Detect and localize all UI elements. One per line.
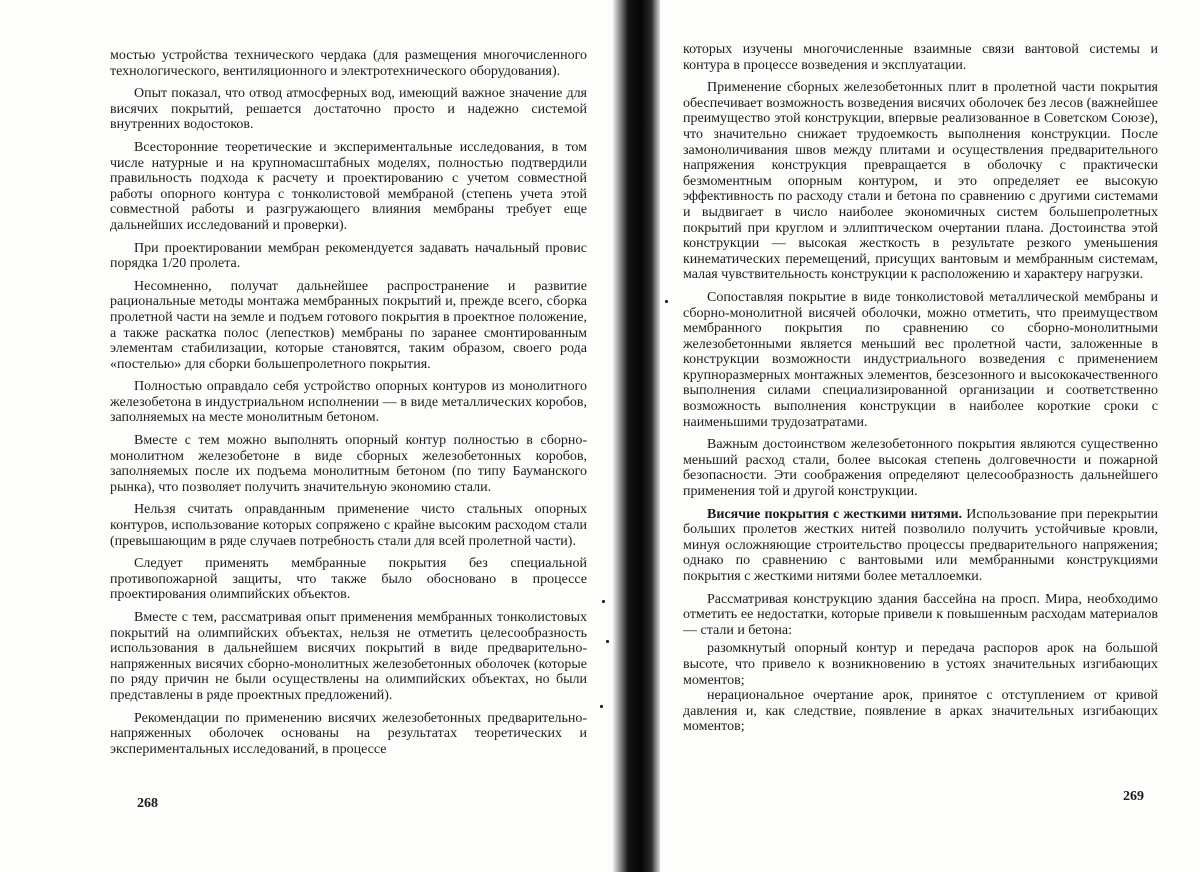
book-gutter — [612, 0, 660, 872]
scan-speck — [606, 640, 609, 643]
left-paragraph-6: Полностью оправдало себя устройство опорных контуров из монолитного железобетона в индустриальном исполнении — в виде металлических коробов, заполняемых на месте монолитным бетоном. — [110, 379, 587, 426]
left-paragraph-8: Нельзя считать оправданным применение чисто стальных опорных контуров, использование которых сопряжено с крайне высоким расходом стали (превышающим в ряде случаев потребность стали для всей пролетной части). — [110, 502, 587, 549]
list-item: нерациональное очертание арок, принятое с отступлением от кривой давления и, как следствие, появление в арках значительных изгибающих моментов; — [683, 688, 1158, 735]
right-page-text — [683, 42, 1158, 735]
section-heading: Висячие покрытия с жесткими нитями. — [707, 506, 963, 522]
scan-speck — [602, 600, 605, 603]
left-paragraph-1: мостью устройства технического чердака (для размещения многочисленного технологического, вентиляционного и электротехнического оборудования). — [110, 48, 587, 79]
left-paragraph-4: При проектировании мембран рекомендуется задавать начальный провис порядка 1/20 пролета. — [110, 240, 587, 272]
left-page-number: 268 — [137, 796, 158, 811]
left-page-text — [110, 48, 587, 764]
left-paragraph-3: Всесторонние теоретические и экспериментальные исследования, в том числе натурные и на крупномасштабных моделях, полностью подтвердили правильность подхода к расчету и проектированию с учетом совместной работы опорного контура с тонколистовой мембраной (степень учета этой совместной работы и разгружающего влияния мембраны требует еще дальнейших исследований и проверки). — [110, 139, 587, 233]
left-paragraph-9: Следует применять мембранные покрытия без специальной противопожарной защиты, что также было обосновано в процессе проектирования олимпийских объектов. — [110, 556, 587, 603]
left-paragraph-5: Несомненно, получат дальнейшее распространение и развитие рациональные методы монтажа мембранных покрытий и, прежде всего, сборка пролетной части на земле и подъем готового покрытия в проектное положение, а также раскатка полос (лепестков) мембраны по заранее смонтированным элементам стабилизации, которые становятся, таким образом, своего рода «постелью» для сборки большепролетного покрытия. — [110, 278, 587, 372]
list-item: разомкнутый опорный контур и передача распоров арок на большой высоте, что привело к возникновению в устоях значительных изгибающих моментов; — [683, 641, 1158, 688]
right-paragraph-3: Сопоставляя покрытие в виде тонколистовой металлической мембраны и сборно-монолитной висячей оболочки, можно отметить, что преимуществом мембранного покрытия по сравнению со сборно-монолитными железобетонными является меньший вес пролетной части, заложенные в конструкции возможности индустриального возведения с применением крупноразмерных монтажных элементов, безсезонного и высококачественного выполнения силами специализированной организации и соответственно возможность выполнения конструкции в наиболее короткие сроки с наименьшими трудозатратами. — [683, 289, 1158, 430]
left-paragraph-10: Вместе с тем, рассматривая опыт применения мембранных тонколистовых покрытий на олимпийских объектах, нельзя не отметить целесообразность использования в дальнейшем висячих покрытий в виде предварительно-напряженных висячих сборно-монолитных железобетонных оболочек (которые по ряду причин не были осуществлены на олимпийских объектах, но были представлены в ряде проектных предложений). — [110, 610, 587, 703]
left-paragraph-7: Вместе с тем можно выполнять опорный контур полностью в сборно-монолитном железобетоне в виде сборных железобетонных коробов, заполняемых после их подъема монолитным бетоном (по типу Бауманского рынка), что позволяет получить значительную экономию стали. — [110, 433, 587, 495]
right-paragraph-4: Важным достоинством железобетонного покрытия являются существенно меньший расход стали, более высокая степень долговечности и пожарной безопасности. Эти соображения определяют целесообразность дальнейшего применения той и другой конструкции. — [683, 437, 1158, 500]
right-paragraph-6: Рассматривая конструкцию здания бассейна на просп. Мира, необходимо отметить ее недостатки, которые привели к повышенным расходам материалов — стали и бетона: — [683, 591, 1158, 638]
right-paragraph-1: которых изучены многочисленные взаимные связи вантовой системы и контура в процессе возведения и эксплуатации. — [683, 42, 1158, 73]
right-heading-paragraph — [683, 507, 1158, 585]
heading-paragraph-body: Использование при перекрытии больших пролетов жестких нитей позволило получить устойчивые кровли, минуя осложняющие строительство процессы предварительного напряжения; однако по сравнению с вантовыми или мембранными конструкциями покрытия с жесткими нитями более металлоемки. — [683, 506, 1158, 584]
right-paragraph-2: Применение сборных железобетонных плит в пролетной части покрытия обеспечивает возможность возведения висячих оболочек без лесов (важнейшее преимущество этой конструкции, впервые реализованное в Советском Союзе), что значительно снижает трудоемкость выполнения конструкции. После замоноличивания швов между плитами и осуществления предварительного напряжения конструкция превращается в оболочку с практически безмоментным опорным контуром, и это определяет ее высокую эффективность по расходу стали и бетона по сравнению с другими системами и выдвигает в число наиболее экономичных систем большепролетных покрытий при круглом и эллиптическом очертании плана. Достоинства этой конструкции — высокая жесткость в результате резкого уменьшения кинематических перемещений, присущих вантовым и мембранным системам, малая чувствительность конструкции к расположению и характеру нагрузки. — [683, 80, 1158, 283]
scan-speck — [600, 705, 603, 708]
scan-speck — [665, 300, 668, 303]
left-paragraph-2: Опыт показал, что отвод атмосферных вод, имеющий важное значение для висячих покрытий, решается достаточно просто и надежно системой внутренних водостоков. — [110, 86, 587, 133]
right-page-number: 269 — [1123, 789, 1144, 804]
left-paragraph-11: Рекомендации по применению висячих железобетонных предварительно-напряженных оболочек основаны на результатах теоретических и экспериментальных исследований, в процессе — [110, 710, 587, 757]
